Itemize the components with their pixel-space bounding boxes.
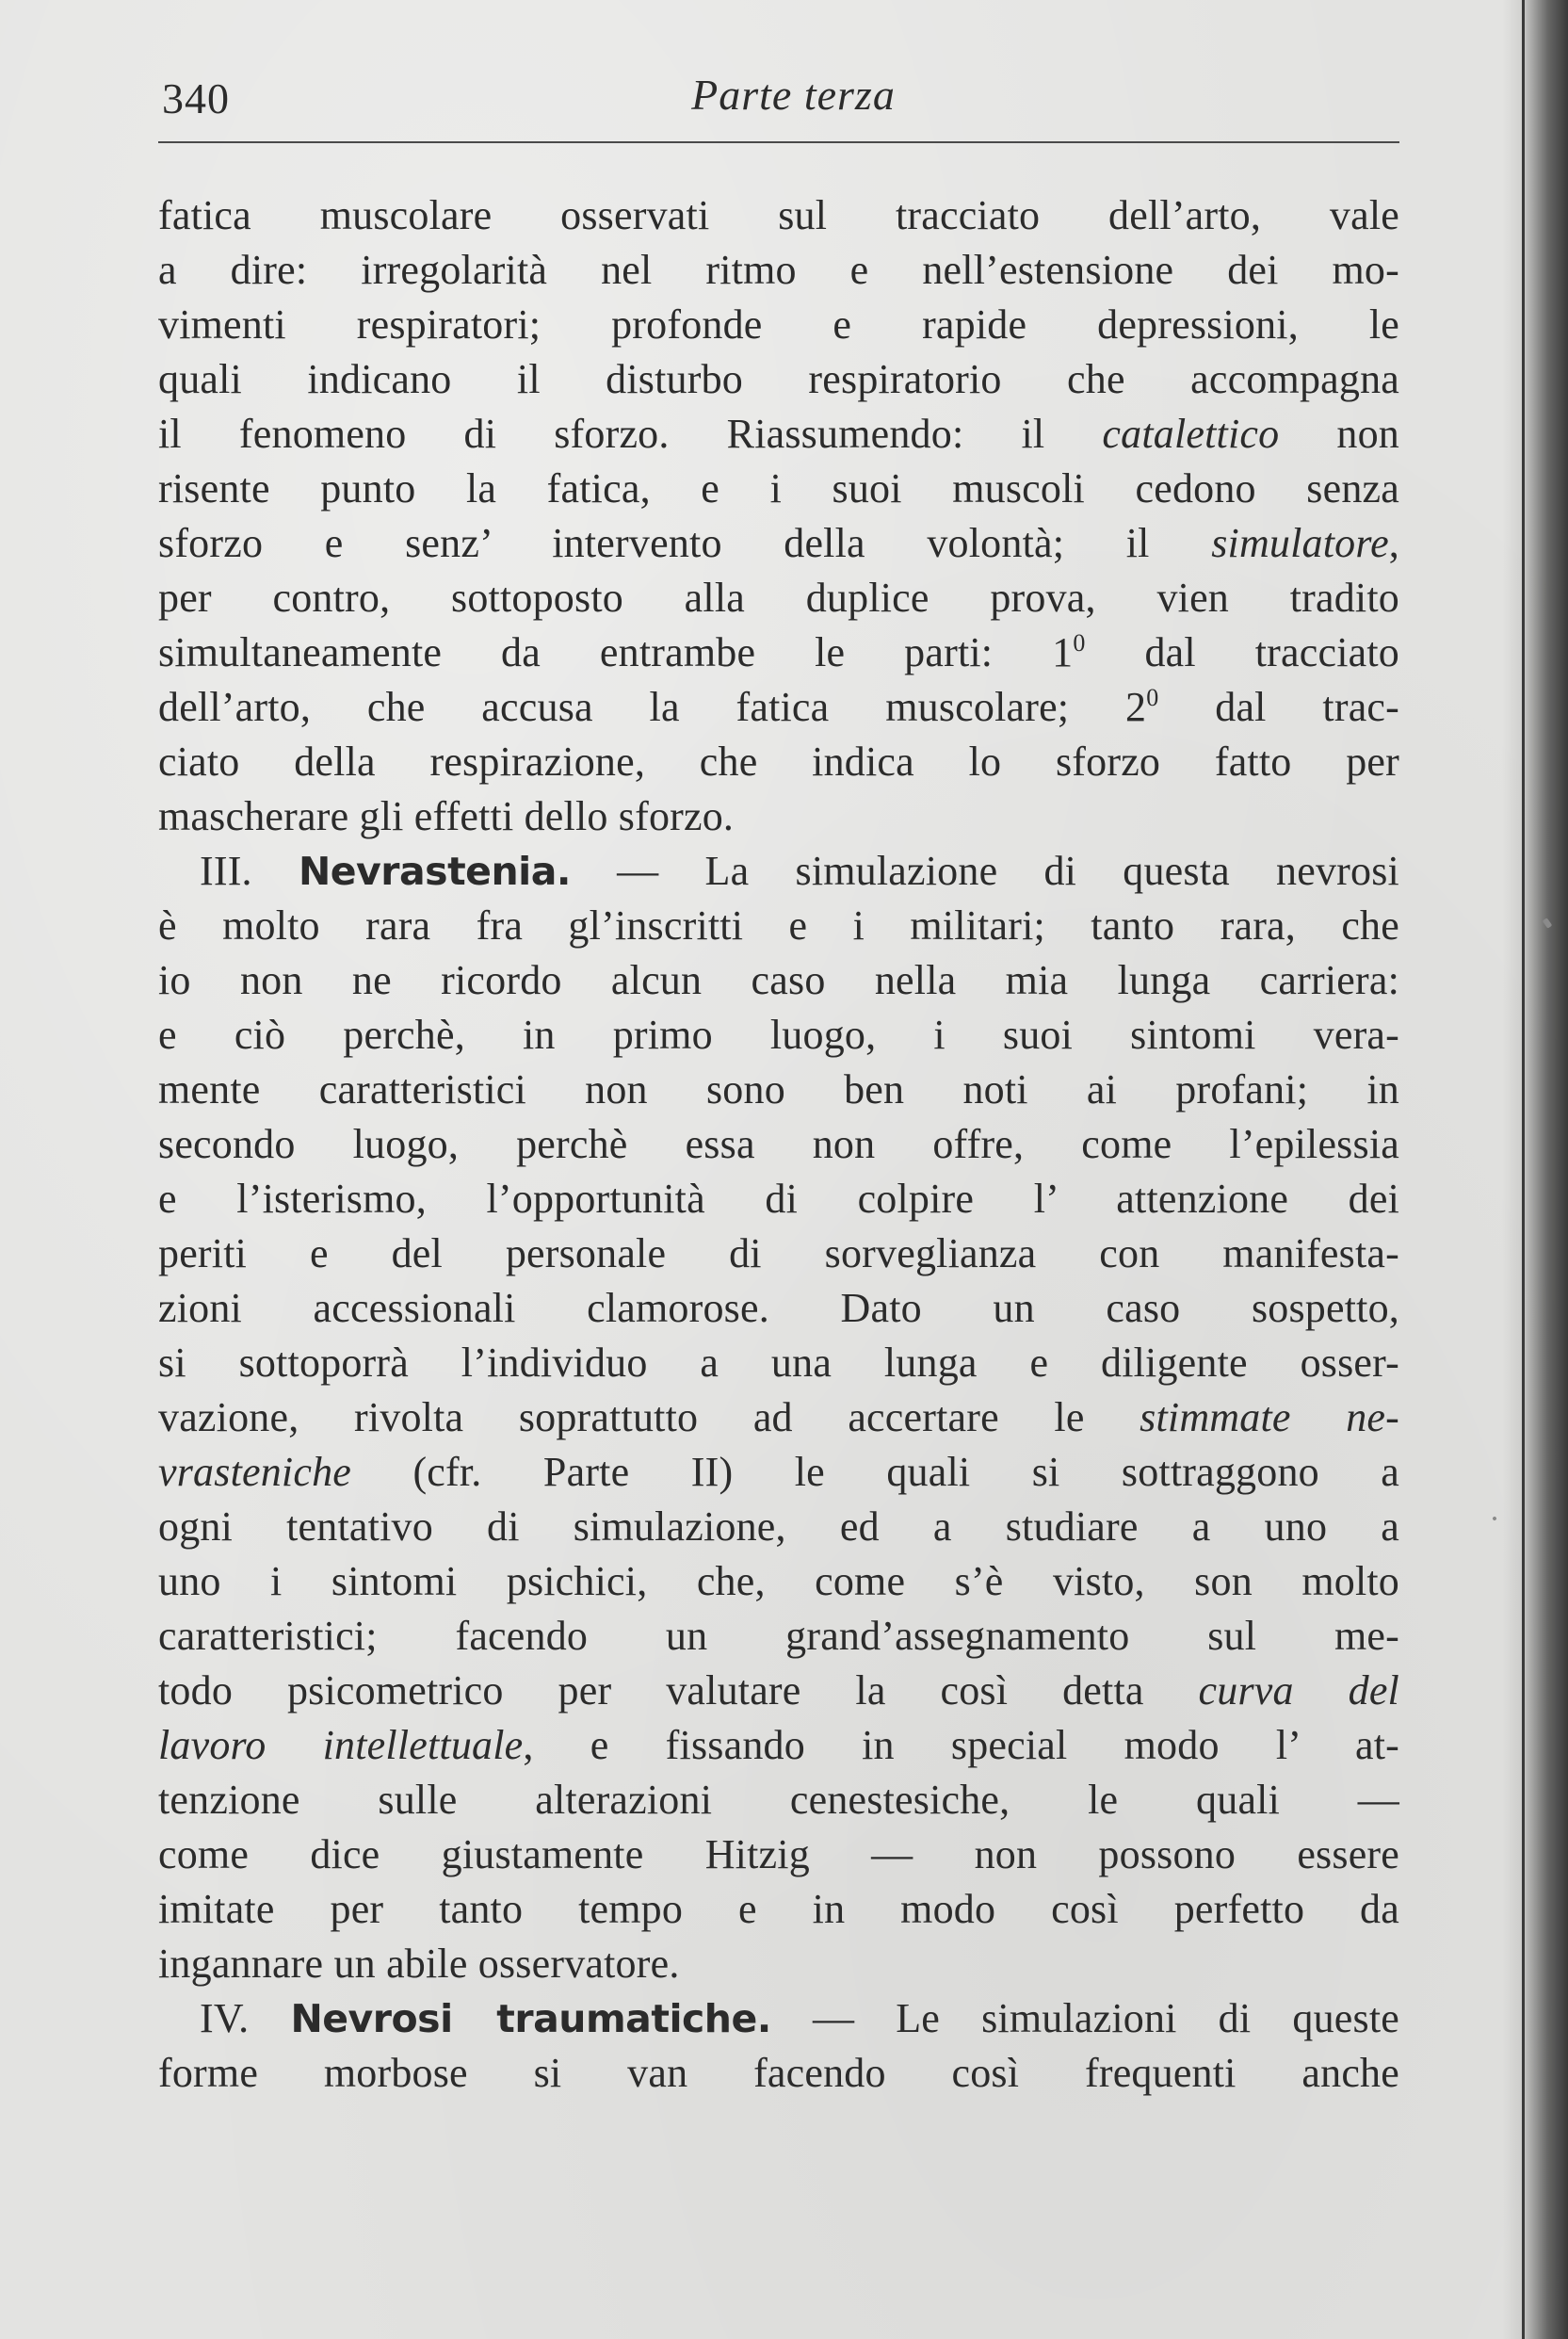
- text-run: è molto rara fra gl’inscritti e i militari; tanto rara, che: [158, 902, 1399, 949]
- text-run: secondo luogo, perchè essa non offre, come l’epilessia: [158, 1121, 1399, 1167]
- text-run: periti e del personale di sorveglianza con manifesta-: [158, 1230, 1399, 1276]
- section-heading: Nevrosi traumatiche.: [290, 1996, 771, 2041]
- text-run: ogni tentativo di simulazione, ed a studiare a uno a: [158, 1503, 1399, 1550]
- text-run: sforzo e senz’ intervento della volontà; il: [158, 520, 1212, 566]
- text-run: tenzione sulle alterazioni cenestesiche, le quali —: [158, 1777, 1399, 1823]
- text-run: come dice giustamente Hitzig — non possono essere: [158, 1831, 1399, 1877]
- text-run: — Le simulazioni di queste: [770, 1995, 1399, 2041]
- superscript: 0: [1073, 629, 1086, 657]
- text-line: [158, 1500, 1399, 1554]
- text-line: [158, 680, 1399, 735]
- text-run: si sottoporrà l’individuo a una lunga e diligente osser-: [158, 1340, 1399, 1386]
- text-run: vimenti respiratori; profonde e rapide depressioni, le: [158, 301, 1399, 348]
- text-run: zioni accessionali clamorose. Dato un caso sospetto,: [158, 1285, 1399, 1331]
- text-line: [158, 298, 1399, 352]
- section-heading: Nevrastenia.: [298, 849, 571, 894]
- italic-text: simulatore: [1211, 520, 1389, 566]
- text-run: dal trac-: [1158, 684, 1400, 730]
- spine-edge: [1522, 0, 1525, 2339]
- text-run: mente caratteristici non sono ben noti ai profani; in: [158, 1066, 1399, 1113]
- text-line: [158, 899, 1399, 953]
- text-line: [158, 735, 1399, 789]
- italic-text: stimmate ne-: [1140, 1394, 1399, 1440]
- text-line: [158, 1172, 1399, 1226]
- text-line: [158, 1281, 1399, 1336]
- text-run: non: [1279, 411, 1399, 457]
- text-line: [158, 1664, 1399, 1718]
- body-text: [158, 188, 1399, 2101]
- text-line: [158, 953, 1399, 1008]
- header-rule: [158, 141, 1399, 143]
- text-line: [158, 1226, 1399, 1281]
- text-run: III.: [200, 848, 299, 894]
- text-line: [158, 789, 1399, 844]
- text-run: ingannare un abile osservatore.: [158, 1941, 680, 1987]
- text-run: e l’isterismo, l’opportunità di colpire l’ attenzione dei: [158, 1176, 1399, 1222]
- text-run: simultaneamente da entrambe le parti: 1: [158, 629, 1074, 675]
- text-line: [158, 1937, 1399, 1991]
- text-run: caratteristici; facendo un grand’assegnamento sul me-: [158, 1613, 1399, 1659]
- text-run: imitate per tanto tempo e in modo così perfetto da: [158, 1886, 1399, 1932]
- text-run: IV.: [200, 1995, 291, 2041]
- text-run: forme morbose si van facendo così frequenti anche: [158, 2050, 1399, 2096]
- text-run: vazione, rivolta soprattutto ad accertare le: [158, 1394, 1140, 1440]
- text-line: [158, 2046, 1399, 2101]
- text-line: [158, 516, 1399, 571]
- text-run: fatica muscolare osservati sul tracciato dell’arto, vale: [158, 192, 1399, 238]
- text-run: — La simulazione di questa nevrosi: [570, 848, 1399, 894]
- italic-text: curva del: [1198, 1667, 1399, 1714]
- text-line: [158, 1554, 1399, 1609]
- spine-shadow: [1502, 0, 1568, 2339]
- text-line: [158, 625, 1399, 680]
- text-line: [158, 188, 1399, 243]
- text-line: [158, 1827, 1399, 1882]
- text-run: , e fissando in special modo l’ at-: [523, 1722, 1400, 1768]
- text-run: mascherare gli effetti dello sforzo.: [158, 793, 735, 839]
- italic-text: lavoro intellettuale: [158, 1722, 524, 1768]
- text-line: [158, 462, 1399, 516]
- text-run: risente punto la fatica, e i suoi muscoli cedono senza: [158, 465, 1399, 512]
- italic-text: vrasteniche: [158, 1449, 352, 1495]
- text-run: uno i sintomi psichici, che, come s’è visto, son molto: [158, 1558, 1399, 1604]
- text-line: [158, 1008, 1399, 1063]
- superscript: 0: [1146, 684, 1159, 711]
- text-line: [158, 1336, 1399, 1390]
- text-run: per contro, sottoposto alla duplice prova, vien tradito: [158, 575, 1399, 621]
- text-line: [158, 1991, 1399, 2046]
- text-line: [158, 407, 1399, 462]
- page-speck: [1492, 1516, 1497, 1521]
- text-line: [158, 844, 1399, 899]
- text-line: [158, 1445, 1399, 1500]
- text-run: ciato della respirazione, che indica lo sforzo fatto per: [158, 739, 1399, 785]
- text-line: [158, 1718, 1399, 1773]
- italic-text: catalettico: [1102, 411, 1280, 457]
- running-title: Parte terza: [691, 71, 896, 119]
- text-run: todo psicometrico per valutare la così detta: [158, 1667, 1199, 1714]
- text-run: dell’arto, che accusa la fatica muscolare; 2: [158, 684, 1147, 730]
- text-line: [158, 1609, 1399, 1664]
- text-line: [158, 352, 1399, 407]
- text-run: (cfr. Parte II) le quali si sottraggono a: [351, 1449, 1399, 1495]
- page-number: 340: [162, 74, 230, 122]
- text-run: ,: [1388, 520, 1399, 566]
- text-run: quali indicano il disturbo respiratorio che accompagna: [158, 356, 1399, 402]
- text-line: [158, 571, 1399, 625]
- text-line: [158, 1390, 1399, 1445]
- text-line: [158, 243, 1399, 298]
- text-run: a dire: irregolarità nel ritmo e nell’estensione dei mo-: [158, 247, 1399, 293]
- text-line: [158, 1063, 1399, 1117]
- text-run: il fenomeno di sforzo. Riassumendo: il: [158, 411, 1103, 457]
- text-run: io non ne ricordo alcun caso nella mia lunga carriera:: [158, 957, 1399, 1003]
- text-line: [158, 1882, 1399, 1937]
- text-line: [158, 1117, 1399, 1172]
- text-run: e ciò perchè, in primo luogo, i suoi sintomi vera-: [158, 1012, 1399, 1058]
- text-run: dal tracciato: [1085, 629, 1400, 675]
- text-line: [158, 1773, 1399, 1827]
